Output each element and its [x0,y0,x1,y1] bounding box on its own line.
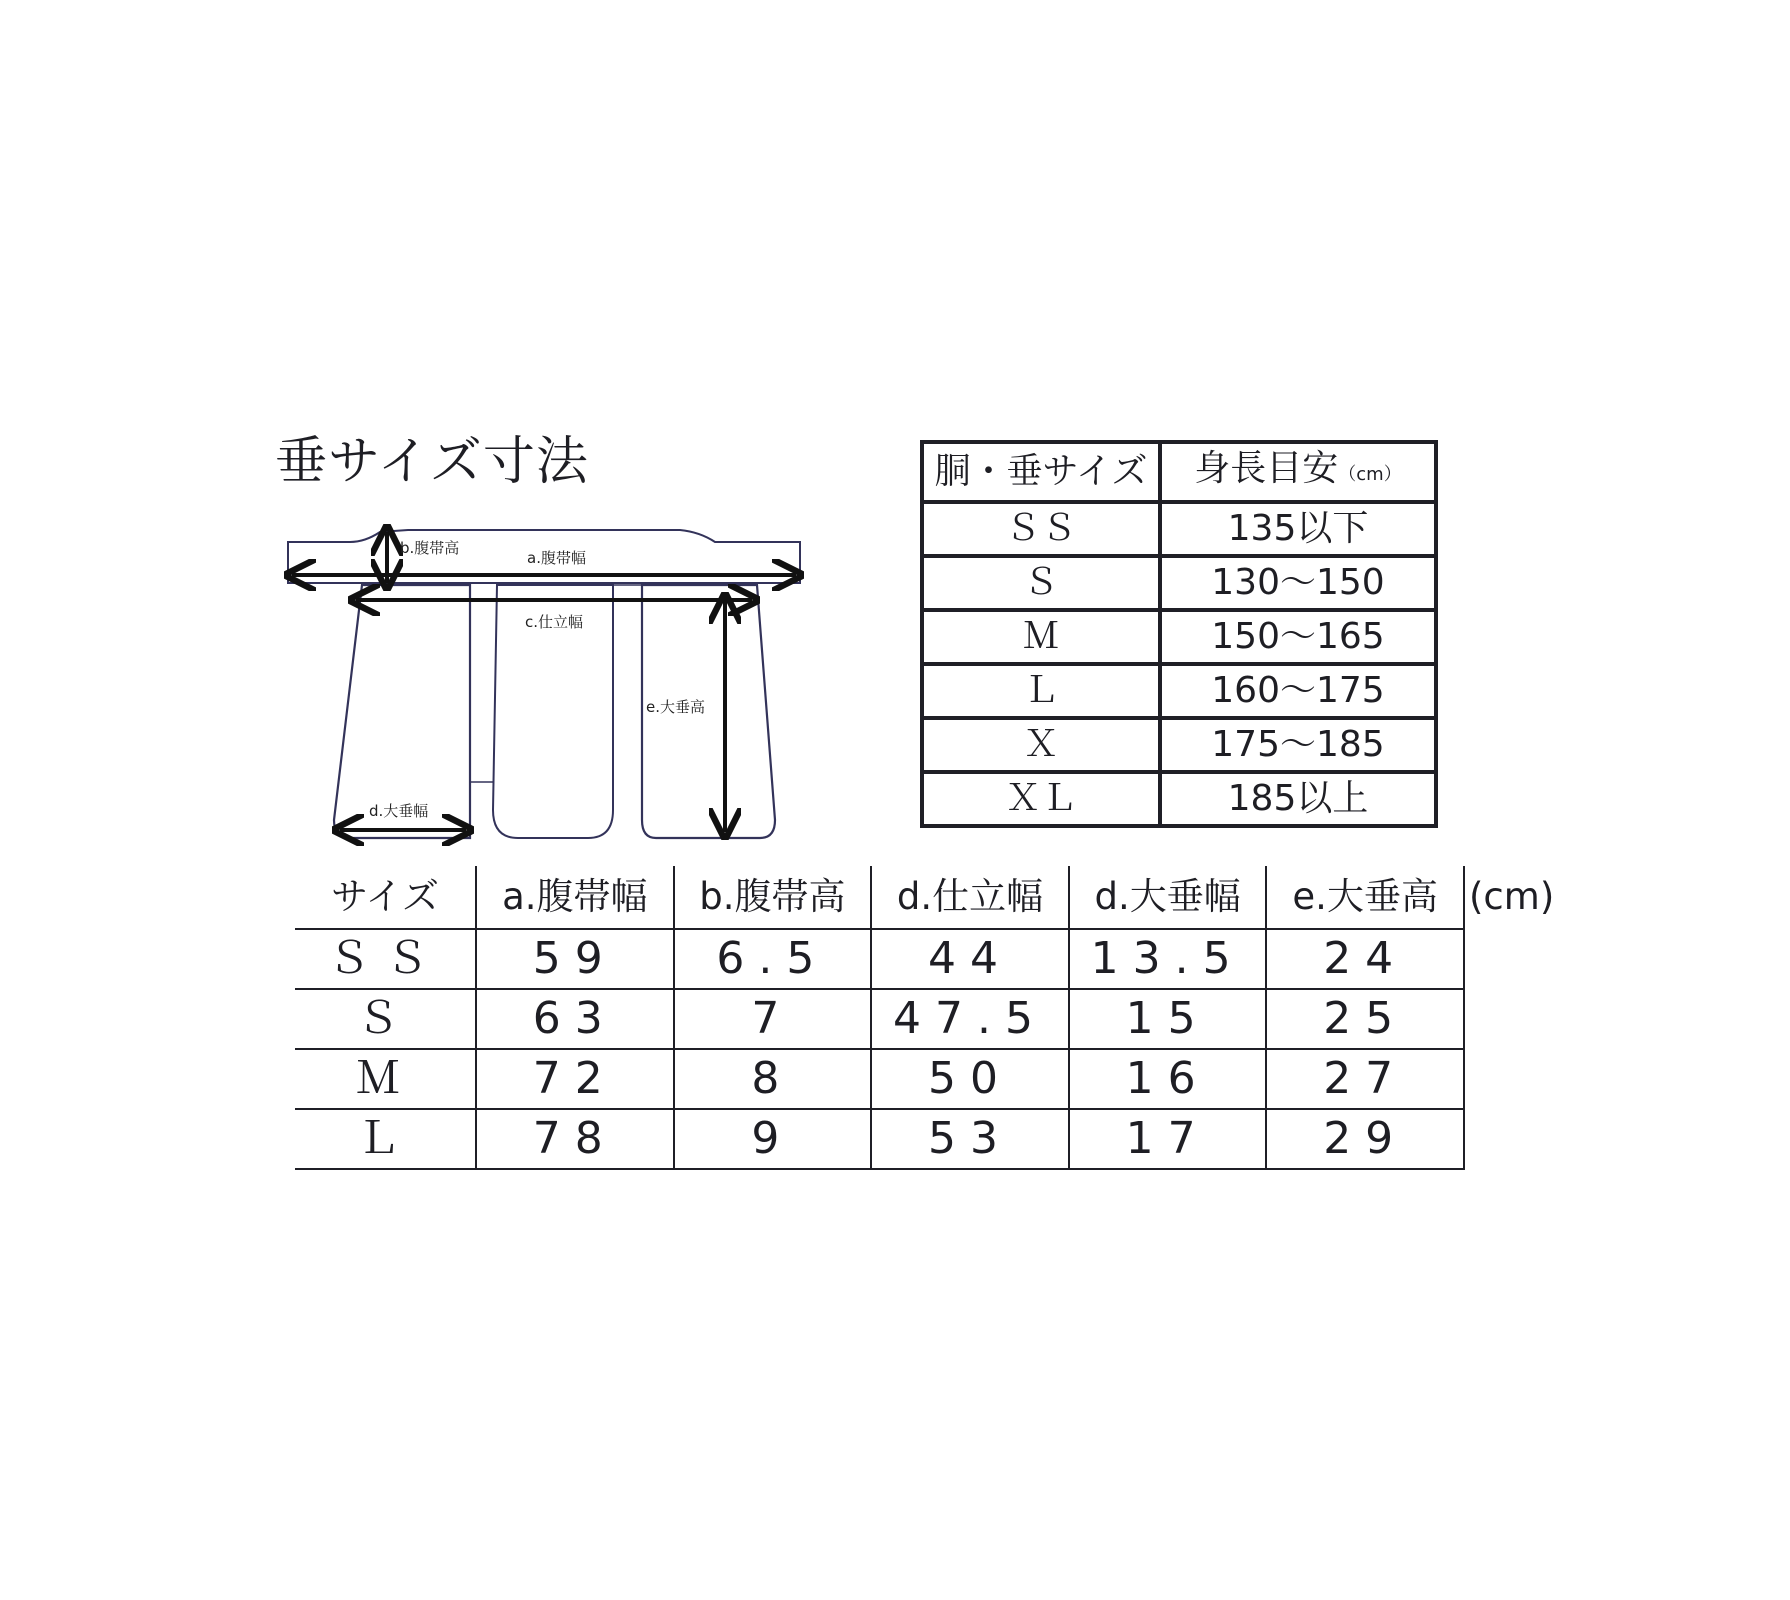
value-cell: 59 [476,929,674,989]
size-guide-table [920,440,1438,828]
value-cell: 9 [674,1109,872,1169]
header-a: a.腹帯幅 [476,866,674,929]
size-cell: Ｌ [922,664,1160,718]
dimensions-header-row [295,866,1464,929]
value-cell: 24 [1266,929,1464,989]
value-cell: 47.5 [871,989,1069,1049]
size-cell: Ｓ [295,989,476,1049]
value-cell: 44 [871,929,1069,989]
table-row [922,502,1436,556]
label-c: c.仕立幅 [525,613,584,631]
table-row [922,664,1436,718]
value-cell: 6.5 [674,929,872,989]
value-cell: 7 [674,989,872,1049]
table-row [922,772,1436,826]
value-cell: 8 [674,1049,872,1109]
value-cell: 63 [476,989,674,1049]
value-cell: 16 [1069,1049,1267,1109]
size-cell: Ｍ [922,610,1160,664]
height-cell: 135以下 [1160,502,1436,556]
table-row [295,1049,1464,1109]
height-unit-text: （cm） [1338,464,1402,485]
value-cell: 29 [1266,1109,1464,1169]
size-cell: ＸＬ [922,772,1160,826]
tare-outline-svg [270,520,830,850]
size-cell: Ｌ [295,1109,476,1169]
value-cell: 17 [1069,1109,1267,1169]
value-cell: 15 [1069,989,1267,1049]
value-cell: 53 [871,1109,1069,1169]
table-row [922,718,1436,772]
value-cell: 13.5 [1069,929,1267,989]
size-cell: Ｘ [922,718,1160,772]
value-cell: 50 [871,1049,1069,1109]
height-cell: 160～175 [1160,664,1436,718]
size-guide-header-row [922,442,1436,502]
height-cell: 130～150 [1160,556,1436,610]
size-cell: ＳＳ [922,502,1160,556]
label-d: d.大垂幅 [369,802,429,820]
size-guide-header-height [1160,442,1436,502]
value-cell: 25 [1266,989,1464,1049]
table-row [922,610,1436,664]
table-row [922,556,1436,610]
size-cell: Ｍ [295,1049,476,1109]
height-cell: 185以上 [1160,772,1436,826]
table-row [295,1109,1464,1169]
table-row [295,989,1464,1049]
size-guide-header-size: 胴・垂サイズ [922,442,1160,502]
dimensions-table [295,866,1465,1170]
label-e: e.大垂高 [646,698,705,716]
left-flap-shape [334,585,470,838]
table-row [295,929,1464,989]
header-e: e.大垂高 [1266,866,1464,929]
dimensions-unit-label: (cm) [1469,875,1555,918]
height-cell: 150～165 [1160,610,1436,664]
header-d: d.大垂幅 [1069,866,1267,929]
value-cell: 78 [476,1109,674,1169]
label-b: b.腹帯高 [400,539,460,557]
value-cell: 27 [1266,1049,1464,1109]
tare-diagram [270,520,830,850]
height-header-text: 身長目安 [1194,448,1339,489]
size-cell: Ｓ [922,556,1160,610]
header-size: サイズ [295,866,476,929]
page-title: 垂サイズ寸法 [275,432,589,492]
value-cell: 72 [476,1049,674,1109]
height-cell: 175～185 [1160,718,1436,772]
header-c: d.仕立幅 [871,866,1069,929]
size-cell: ＳＳ [295,929,476,989]
header-b: b.腹帯高 [674,866,872,929]
label-a: a.腹帯幅 [527,549,586,567]
